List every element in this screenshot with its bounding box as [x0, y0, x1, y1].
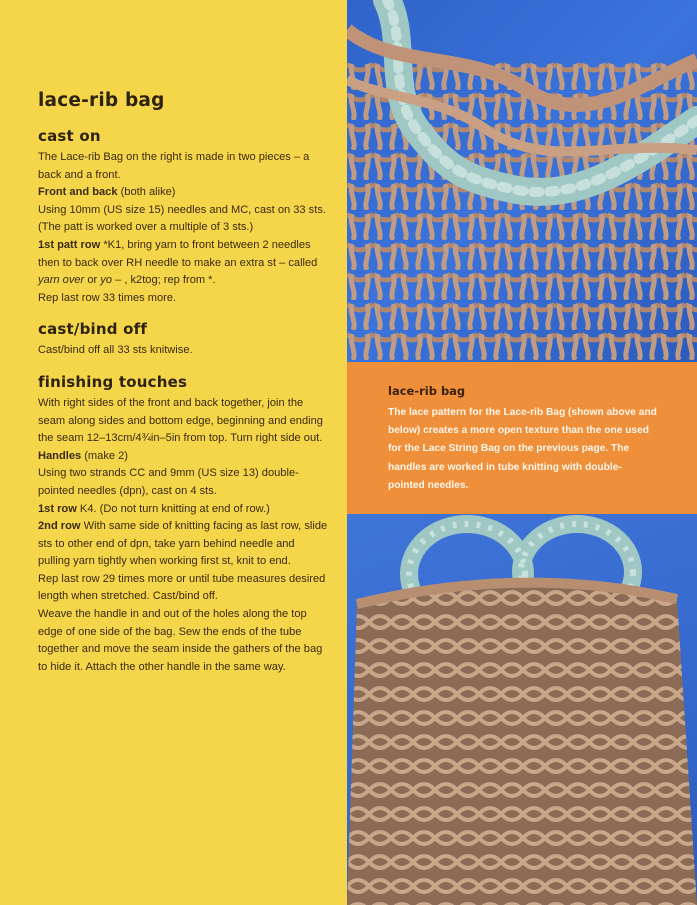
bag-illustration — [347, 514, 697, 905]
pattern-content — [38, 90, 328, 676]
front-back-note: (both alike) — [117, 186, 176, 199]
row-2-label: 2nd row — [38, 520, 81, 533]
handles-line — [38, 448, 328, 466]
patt-row-1-or: or — [84, 274, 101, 287]
caption-box — [347, 362, 697, 514]
knit-closeup-photo — [347, 0, 697, 362]
finishing-repeat: Rep last row 29 times more or until tube measures desired length when stretched. Cast/bind off. — [38, 572, 326, 603]
cast-on-instructions: Using 10mm (US size 15) needles and MC, cast on 33 sts. (The patt is worked over a multiple of 3 sts.) — [38, 203, 326, 234]
finishing-join: With right sides of the front and back together, join the seam along sides and bottom edge, beginning and ending the seam 12–13cm/4¾in–5in from top. Turn right side out. — [38, 396, 323, 445]
cast-off-text: Cast/bind off all 33 sts knitwise. — [38, 344, 193, 357]
handles-label: Handles — [38, 449, 82, 462]
heading-cast-off: cast/bind off — [38, 320, 148, 339]
caption-title: lace-rib bag — [388, 384, 466, 398]
front-back-line — [38, 184, 328, 202]
patt-row-1 — [38, 237, 328, 290]
knit-closeup-illustration — [347, 0, 697, 362]
row-2-line — [38, 518, 328, 571]
front-back-label: Front and back — [38, 186, 118, 199]
row-2-text: With same side of knitting facing as last row, slide sts to other end of dpn, take yarn behind needle and pulling yarn tightly when working first st, knit to end. — [38, 520, 328, 568]
row-1-label: 1st row — [38, 502, 77, 515]
cast-on-intro: The Lace-rib Bag on the right is made in two pieces – a back and a front. — [38, 151, 310, 181]
term-yarn-over: yarn over — [38, 274, 85, 287]
heading-finishing: finishing touches — [38, 372, 188, 391]
patt-row-1-end: – , k2tog; rep from *. — [112, 274, 216, 287]
cast-on-repeat: Rep last row 33 times more. — [38, 291, 177, 304]
handles-note: (make 2) — [81, 449, 129, 462]
page-title: lace-rib bag — [38, 90, 165, 111]
caption-text: The lace pattern for the Lace-rib Bag (shown above and below) creates a more open texture than the one used for the Lace String Bag on the previous page. The handles are worked in tube knitting with double-pointed needles. — [388, 407, 657, 491]
row-1-line — [38, 501, 328, 519]
patt-row-1-label: 1st patt row — [38, 238, 101, 251]
row-1-text: K4. (Do not turn knitting at end of row.) — [76, 502, 270, 515]
handles-text: Using two strands CC and 9mm (US size 13) double-pointed needles (dpn), cast on 4 sts. — [38, 467, 299, 497]
heading-cast-on: cast on — [38, 127, 101, 145]
finishing-weave: Weave the handle in and out of the holes along the top edge of one side of the bag. Sew the ends of the tube together and move the seam inside the gathers of the bag to hide it. Attach the other handle in the same way. — [38, 608, 323, 673]
patt-row-1-text: *K1, bring yarn to front between 2 needles then to back over RH needle to make an extra st – called — [38, 238, 318, 269]
bag-photo — [347, 514, 697, 905]
term-yo: yo — [100, 274, 112, 287]
text-column — [0, 0, 347, 905]
